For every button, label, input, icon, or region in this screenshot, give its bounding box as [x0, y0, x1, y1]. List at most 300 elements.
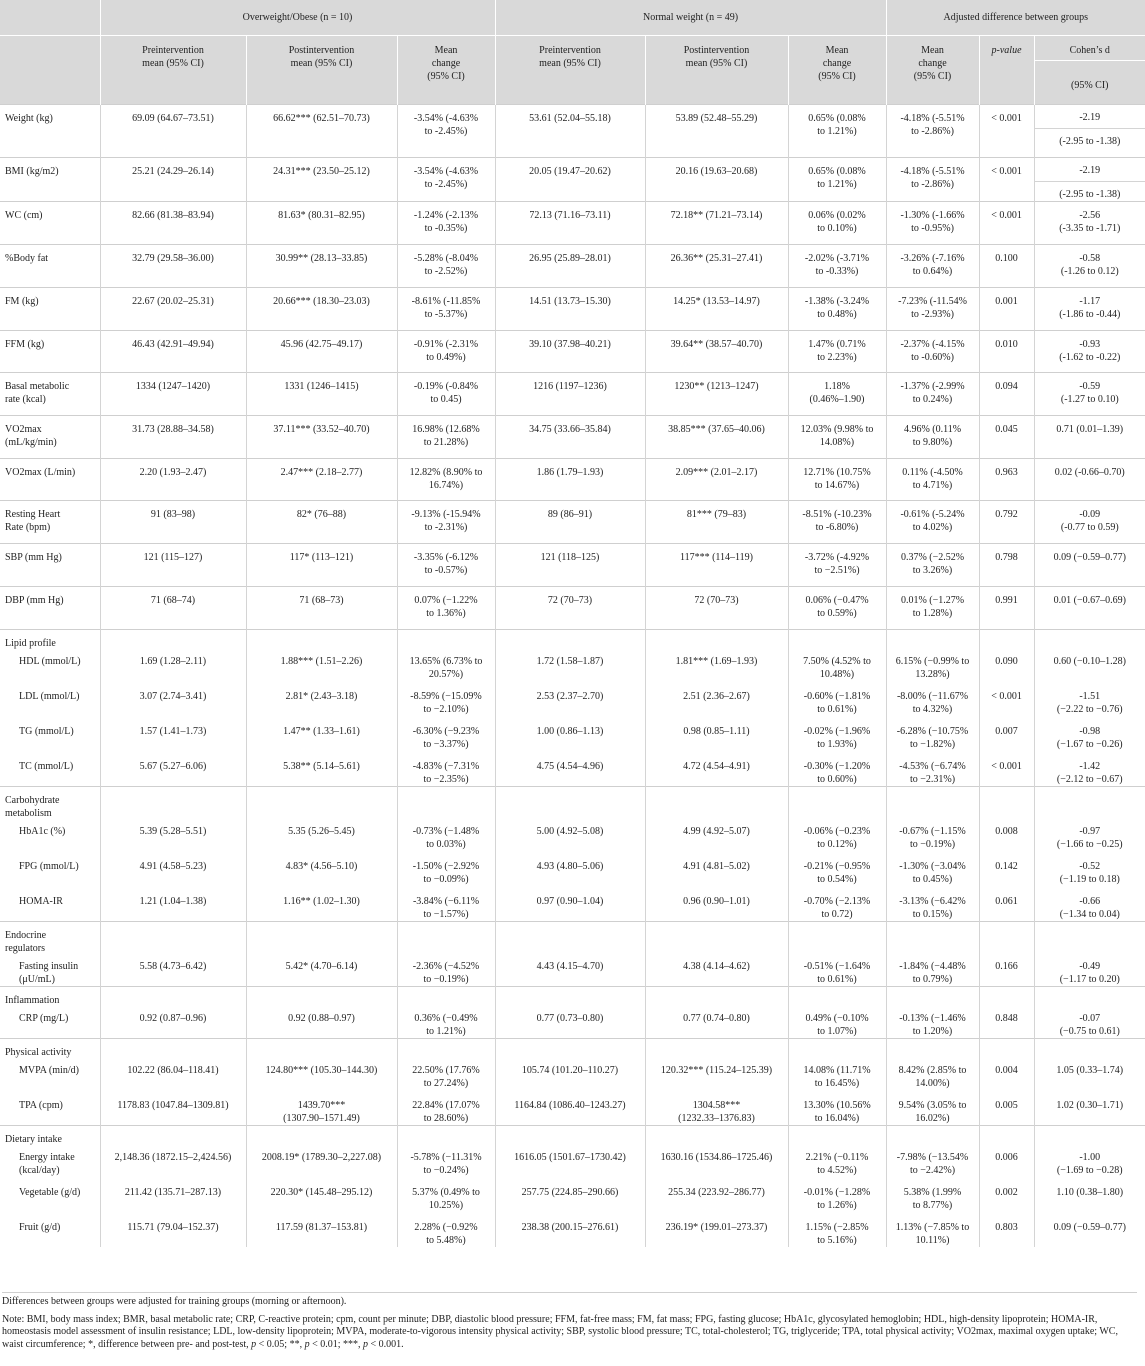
sub-row-value	[106, 895, 241, 921]
sub-row-value	[651, 760, 783, 786]
nw-pre-cell	[495, 987, 645, 1039]
cell-line: to 0.60%)	[817, 774, 857, 785]
ow-post-cell	[246, 459, 397, 501]
cell-line: 0.02 (-0.66–0.70)	[1054, 467, 1125, 478]
header-nw-change	[788, 36, 886, 105]
cell-line: -0.49	[1079, 961, 1101, 972]
cell-line: (-1.86 to -0.44)	[1059, 309, 1121, 320]
cell-line: (−2.12 to −0.67)	[1056, 774, 1123, 785]
sub-label-line: TC (mmol/L)	[19, 761, 74, 772]
section-title: Lipid profile	[5, 638, 56, 649]
cell-line: -0.07	[1079, 1013, 1101, 1024]
ow-post-cell	[246, 1039, 397, 1126]
cell-line: to 1.21%)	[817, 179, 857, 190]
cell-line: 14.08% (11.71%	[803, 1065, 871, 1076]
sub-row-value	[892, 760, 974, 786]
nw-change-cell	[788, 1039, 886, 1126]
cell-line: -3.54% (-4.63%	[413, 166, 479, 177]
cell-line: 117* (113–121)	[289, 552, 354, 563]
row-label	[0, 544, 100, 587]
ow-post-cell	[246, 787, 397, 922]
cohens-d-cell	[1034, 501, 1145, 544]
table-row	[0, 245, 1145, 288]
ow-pre-cell	[100, 202, 246, 245]
sub-row-value	[252, 690, 392, 716]
cell-line: 5.58 (4.73–6.42)	[139, 961, 207, 972]
header-group-adjusted: Adjusted difference between groups	[886, 0, 1145, 36]
cell-line: 121 (115–127)	[143, 552, 203, 563]
cell-line: 1.15% (−2.85%	[805, 1222, 869, 1233]
adj-change-cell	[886, 1126, 979, 1248]
cell-line: to -0.57%)	[424, 565, 468, 576]
cell-line: -2.37% (-4.15%	[900, 339, 965, 350]
adj-change-cell	[886, 459, 979, 501]
cell-line: to 1.21%)	[426, 1026, 466, 1037]
cell-line: to -2.93%)	[911, 309, 954, 320]
ow-change-cell	[397, 158, 495, 202]
cell-line: (-1.26 to 0.12)	[1060, 266, 1119, 277]
cell-line: -1.51	[1079, 691, 1101, 702]
cell-line: 71 (68–73)	[299, 595, 344, 606]
sub-label-line: CRP (mg/L)	[19, 1013, 69, 1024]
cell-line: 20.66*** (18.30–23.03)	[273, 296, 370, 307]
adj-change-cell	[886, 630, 979, 787]
ow-post-cell	[246, 1126, 397, 1248]
cohens-d-cell	[1034, 587, 1145, 630]
cell-line: 2008.19* (1789.30–2,227.08)	[261, 1152, 382, 1163]
cell-line: to -2.45%)	[424, 179, 468, 190]
cell-line: FM (kg)	[5, 296, 39, 307]
cell-line: 14.25* (13.53–14.97)	[673, 296, 760, 307]
cohens-d-value: -2.19	[1035, 158, 1145, 182]
cell-line: 238.38 (200.15–276.61)	[521, 1222, 619, 1233]
cell-line: 4.75 (4.54–4.96)	[536, 761, 604, 772]
cohens-d-cell	[1034, 987, 1145, 1039]
cohens-d-cell	[1034, 158, 1145, 202]
cell-line: 71 (68–74)	[150, 595, 196, 606]
cell-line: 38.85*** (37.65–40.06)	[668, 424, 765, 435]
sub-label-line: LDL (mmol/L)	[19, 691, 80, 702]
sub-row-value	[651, 1186, 783, 1212]
sub-row-value	[403, 1012, 490, 1038]
cell-line: -0.30% (−1.20%	[803, 761, 871, 772]
cell-line: 0.848	[995, 1013, 1018, 1024]
cell-line: 6.15% (−0.99% to	[895, 656, 970, 667]
sub-label-line: HOMA-IR	[19, 896, 63, 907]
cohens-d-cell	[1034, 459, 1145, 501]
cell-line: -1.42	[1079, 761, 1101, 772]
sub-row-value	[1040, 1099, 1141, 1125]
cell-line: -8.59% (−15.09%	[410, 691, 482, 702]
row-label	[0, 245, 100, 288]
cell-line: -2.36% (−4.52%	[412, 961, 480, 972]
header-line: change	[822, 58, 852, 69]
cell-line: to 27.24%)	[423, 1078, 469, 1089]
nw-pre-cell	[495, 922, 645, 987]
ow-pre-cell	[100, 245, 246, 288]
sub-row-value	[651, 1064, 783, 1090]
cell-line: -3.35% (-6.12%	[413, 552, 479, 563]
sub-row-value	[651, 1151, 783, 1177]
sub-row-value	[501, 960, 640, 986]
cell-line: (−0.75 to 0.61)	[1059, 1026, 1120, 1037]
cell-line: -0.93	[1079, 339, 1101, 350]
sub-row-value	[794, 1151, 881, 1177]
nw-change-cell	[788, 1126, 886, 1248]
header-line: change	[431, 58, 461, 69]
cell-line: to -5.37%)	[424, 309, 468, 320]
sub-row-value	[892, 1064, 974, 1090]
ow-change-cell	[397, 416, 495, 459]
cell-line: 0.002	[995, 1187, 1018, 1198]
sub-row-value	[252, 1186, 392, 1212]
cell-line: -3.54% (-4.63%	[413, 113, 479, 124]
cohens-d-cell	[1034, 1039, 1145, 1126]
cell-line: 72.18** (71.21–73.14)	[670, 210, 763, 221]
ow-change-cell	[397, 459, 495, 501]
adj-change-cell	[886, 416, 979, 459]
row-label	[0, 158, 100, 202]
nw-pre-cell	[495, 1126, 645, 1248]
cell-line: 1.88*** (1.51–2.26)	[280, 656, 363, 667]
cell-line: to 1.26%)	[817, 1200, 857, 1211]
cell-line: to 1.21%)	[817, 126, 857, 137]
ow-change-cell	[397, 105, 495, 158]
nw-change-cell	[788, 922, 886, 987]
cell-line: 13.28%)	[915, 669, 950, 680]
sub-row-value	[1040, 1012, 1141, 1038]
cell-line: 37.11*** (33.52–40.70)	[273, 424, 370, 435]
row-label	[0, 105, 100, 158]
cell-line: 0.061	[995, 896, 1018, 907]
ow-pre-cell	[100, 459, 246, 501]
cell-line: -3.72% (-4.92%	[804, 552, 870, 563]
cell-line: 10.25%)	[428, 1200, 464, 1211]
cell-line: 0.65% (0.08%	[808, 166, 866, 177]
sub-row-value	[501, 1186, 640, 1212]
nw-post-cell	[645, 373, 788, 416]
sub-row-label	[5, 1221, 95, 1247]
section-label-cell	[0, 922, 100, 987]
row-label	[0, 288, 100, 331]
sub-label-line: Vegetable (g/d)	[19, 1187, 81, 1198]
adj-change-cell	[886, 501, 979, 544]
cell-line: < 0.001	[991, 113, 1022, 124]
cell-line: 2.28% (−0.92%	[414, 1222, 478, 1233]
sub-row-value	[794, 760, 881, 786]
sub-row-value	[501, 860, 640, 886]
nw-post-cell	[645, 922, 788, 987]
nw-post-cell	[645, 587, 788, 630]
cell-line: -4.83% (−7.31%	[412, 761, 480, 772]
sub-row-value	[892, 960, 974, 986]
cell-line: -0.59	[1079, 381, 1101, 392]
sub-row-value	[651, 655, 783, 681]
cell-line: 1.47** (1.33–1.61)	[283, 726, 360, 737]
ow-post-cell	[246, 416, 397, 459]
table-row	[0, 158, 1145, 202]
cell-line: 0.92 (0.87–0.96)	[139, 1013, 207, 1024]
table-row	[0, 587, 1145, 630]
cell-line: 25.21 (24.29–26.14)	[132, 166, 214, 177]
cell-line: 10.48%)	[819, 669, 855, 680]
sub-row-value	[794, 860, 881, 886]
cell-line: 82* (76–88)	[296, 509, 347, 520]
header-pvalue-text: p-value	[991, 45, 1022, 56]
sub-row-value	[985, 690, 1029, 716]
cell-line: -0.60% (−1.81%	[803, 691, 871, 702]
nw-change-cell	[788, 202, 886, 245]
ow-post-cell	[246, 587, 397, 630]
sub-row-value	[794, 1186, 881, 1212]
cell-line: 4.91 (4.58–5.23)	[139, 861, 207, 872]
row-label	[0, 501, 100, 544]
cell-line: 0.06% (0.02%	[808, 210, 866, 221]
cell-line: -0.01% (−1.28%	[803, 1187, 871, 1198]
cell-line: to 0.03%)	[426, 839, 466, 850]
section-row	[0, 1126, 1145, 1248]
nw-pre-cell	[495, 158, 645, 202]
cell-line: -0.67% (−1.15%	[899, 826, 966, 837]
cell-line: 72.13 (71.16–73.11)	[529, 210, 611, 221]
nw-change-cell	[788, 630, 886, 787]
cell-line: 12.03% (9.98% to	[800, 424, 874, 435]
cell-line: -5.78% (−11.31%	[410, 1152, 482, 1163]
cell-line: 72 (70–73)	[694, 595, 739, 606]
adj-change-cell	[886, 587, 979, 630]
sub-row-value	[985, 1064, 1029, 1090]
cell-line: to -0.33%)	[815, 266, 859, 277]
pvalue-cell	[979, 288, 1034, 331]
sub-row-value	[651, 1221, 783, 1247]
header-line: mean (95% CI)	[142, 58, 204, 69]
sub-row-value	[1040, 895, 1141, 921]
sub-row-value	[892, 1186, 974, 1212]
pvalue-cell	[979, 544, 1034, 587]
cell-line: 14.08%)	[819, 437, 855, 448]
sub-row-value	[651, 725, 783, 751]
cell-line: DBP (mm Hg)	[5, 595, 64, 606]
ow-post-cell	[246, 288, 397, 331]
ow-pre-cell	[100, 331, 246, 373]
row-label	[0, 373, 100, 416]
cell-line: (0.46%–1.90)	[809, 394, 865, 405]
cell-line: 66.62*** (62.51–70.73)	[273, 113, 370, 124]
header-ow-change	[397, 36, 495, 105]
adj-change-cell	[886, 202, 979, 245]
nw-change-cell	[788, 459, 886, 501]
sub-row-value	[651, 860, 783, 886]
cell-line: 211.42 (135.71–287.13)	[124, 1187, 222, 1198]
cell-line: to −3.37%)	[423, 739, 469, 750]
nw-post-cell	[645, 416, 788, 459]
row-label	[0, 459, 100, 501]
header-line: Postintervention	[683, 45, 750, 56]
cell-line: to 16.04%)	[814, 1113, 860, 1124]
pvalue-cell	[979, 331, 1034, 373]
sub-row-value	[1040, 1221, 1141, 1247]
pvalue-cell	[979, 987, 1034, 1039]
sub-label-line: Fruit (g/d)	[19, 1222, 61, 1233]
sub-row-value	[403, 960, 490, 986]
header-line: Preintervention	[539, 45, 601, 56]
cohens-d-cell	[1034, 416, 1145, 459]
cell-line: to -6.80%)	[815, 522, 859, 533]
ow-pre-cell	[100, 105, 246, 158]
footnote-adjustment: Differences between groups were adjusted for training groups (morning or afternoon).	[2, 1292, 1137, 1309]
nw-pre-cell	[495, 501, 645, 544]
cell-line: -0.58	[1079, 253, 1101, 264]
row-label	[0, 416, 100, 459]
cell-line: to 4.02%)	[912, 522, 953, 533]
cell-line: to 0.64%)	[912, 266, 953, 277]
cell-line: 1178.83 (1047.84–1309.81)	[117, 1100, 229, 1111]
header-group-normal: Normal weight (n = 49)	[495, 0, 886, 36]
cell-line: 220.30* (145.48–295.12)	[270, 1187, 373, 1198]
cell-line: 0.77 (0.74–0.80)	[683, 1013, 750, 1024]
cell-line: to −1.57%)	[423, 909, 469, 920]
ow-post-cell	[246, 245, 397, 288]
sub-label-line: Energy intake	[19, 1152, 75, 1163]
cell-line: 1439.70***	[297, 1100, 346, 1111]
cell-line: 0.65% (0.08%	[808, 113, 866, 124]
cell-line: 0.792	[995, 509, 1018, 520]
cell-line: (mL/kg/min)	[5, 437, 57, 448]
cohens-d-cell	[1034, 630, 1145, 787]
row-label	[0, 587, 100, 630]
nw-change-cell	[788, 105, 886, 158]
sub-row-value	[651, 825, 783, 851]
cell-line: to 21.28%)	[423, 437, 469, 448]
cell-line: (−1.17 to 0.20)	[1059, 974, 1120, 985]
cell-line: 1.81*** (1.69–1.93)	[675, 656, 758, 667]
sub-row-value	[501, 760, 640, 786]
table-row	[0, 105, 1145, 158]
cell-line: -0.91% (-2.31%	[413, 339, 479, 350]
nw-post-cell	[645, 158, 788, 202]
cell-line: 1.47% (0.71%	[808, 339, 866, 350]
cell-line: to −2.35%)	[423, 774, 469, 785]
cell-line: -4.18% (-5.51%	[900, 113, 965, 124]
section-label-cell	[0, 630, 100, 787]
sub-row-value	[106, 655, 241, 681]
sub-row-value	[892, 860, 974, 886]
sub-row-label	[5, 690, 95, 716]
cell-line: to -2.86%)	[911, 126, 954, 137]
cell-line: to 1.93%)	[817, 739, 857, 750]
sub-row-label	[5, 725, 95, 751]
header-ow-pre	[100, 36, 246, 105]
cell-line: 117.59 (81.37–153.81)	[275, 1222, 368, 1233]
sub-row-value	[651, 690, 783, 716]
sub-row-value	[794, 895, 881, 921]
ow-change-cell	[397, 987, 495, 1039]
cell-line: to −2.51%)	[814, 565, 860, 576]
cell-line: 0.60 (−0.10–1.28)	[1053, 656, 1126, 667]
cell-line: 121 (118–125)	[540, 552, 600, 563]
sub-row-label	[5, 1186, 95, 1212]
cell-line: SBP (mm Hg)	[5, 552, 62, 563]
ow-change-cell	[397, 288, 495, 331]
sub-row-value	[106, 760, 241, 786]
sub-row-value	[1040, 825, 1141, 851]
nw-post-cell	[645, 288, 788, 331]
nw-post-cell	[645, 105, 788, 158]
sub-row-label	[5, 1151, 95, 1177]
sub-row-value	[403, 655, 490, 681]
nw-post-cell	[645, 544, 788, 587]
cell-line: to −0.19%)	[909, 839, 956, 850]
cell-line: to -2.86%)	[911, 179, 954, 190]
cell-line: 1.02 (0.30–1.71)	[1056, 1100, 1124, 1111]
cell-line: 0.92 (0.88–0.97)	[288, 1013, 355, 1024]
section-title: regulators	[5, 943, 45, 954]
cell-line: 5.37% (0.49% to	[412, 1187, 480, 1198]
cell-line: 2.20 (1.93–2.47)	[139, 467, 207, 478]
nw-pre-cell	[495, 245, 645, 288]
cell-line: -1.17	[1079, 296, 1101, 307]
adj-change-cell	[886, 288, 979, 331]
cell-line: -3.13% (−6.42%	[899, 896, 966, 907]
cell-line: 13.30% (10.56%	[803, 1100, 871, 1111]
sub-label-line: HDL (mmol/L)	[19, 656, 81, 667]
adj-change-cell	[886, 373, 979, 416]
cell-line: -8.61% (-11.85%	[411, 296, 481, 307]
cell-line: 10.11%)	[915, 1235, 950, 1246]
sub-row-value	[1040, 690, 1141, 716]
cell-line: 39.10 (37.98–40.21)	[529, 339, 611, 350]
cell-line: 20.57%)	[428, 669, 464, 680]
section-title: Carbohydrate	[5, 795, 60, 806]
section-label-cell	[0, 987, 100, 1039]
ow-change-cell	[397, 587, 495, 630]
cell-line: to -2.31%)	[424, 522, 468, 533]
cell-line: 0.77 (0.73–0.80)	[536, 1013, 604, 1024]
cell-line: 16.98% (12.68%	[412, 424, 480, 435]
nw-pre-cell	[495, 544, 645, 587]
nw-pre-cell	[495, 587, 645, 630]
cohens-d-ci: (-2.95 to -1.38)	[1059, 189, 1121, 200]
cell-line: VO2max (L/min)	[5, 467, 76, 478]
cell-line: 2.81* (2.43–3.18)	[285, 691, 358, 702]
cell-line: -0.97	[1079, 826, 1101, 837]
cell-line: -5.28% (-8.04%	[413, 253, 479, 264]
nw-change-cell	[788, 373, 886, 416]
cell-line: 1334 (1247–1420)	[135, 381, 211, 392]
sub-row-value	[794, 1064, 881, 1090]
nw-change-cell	[788, 158, 886, 202]
ow-change-cell	[397, 544, 495, 587]
cell-line: 4.72 (4.54–4.91)	[683, 761, 750, 772]
ow-pre-cell	[100, 416, 246, 459]
cell-line: -0.19% (-0.84%	[413, 381, 479, 392]
sub-label-line: (μU/mL)	[19, 974, 55, 985]
sub-label-line: MVPA (min/d)	[19, 1065, 79, 1076]
cell-line: -8.51% (-10.23%	[802, 509, 872, 520]
sub-row-value	[106, 1012, 241, 1038]
cell-line: to 0.61%)	[817, 704, 857, 715]
ow-post-cell	[246, 202, 397, 245]
cell-line: 2,148.36 (1872.15–2,424.56)	[114, 1152, 232, 1163]
ow-change-cell	[397, 373, 495, 416]
cell-line: 20.05 (19.47–20.62)	[529, 166, 611, 177]
nw-change-cell	[788, 331, 886, 373]
section-title: Dietary intake	[5, 1134, 62, 1145]
cell-line: to 0.79%)	[912, 974, 953, 985]
cell-line: 0.166	[995, 961, 1018, 972]
sub-label-line: (kcal/day)	[19, 1165, 60, 1176]
table-row	[0, 416, 1145, 459]
